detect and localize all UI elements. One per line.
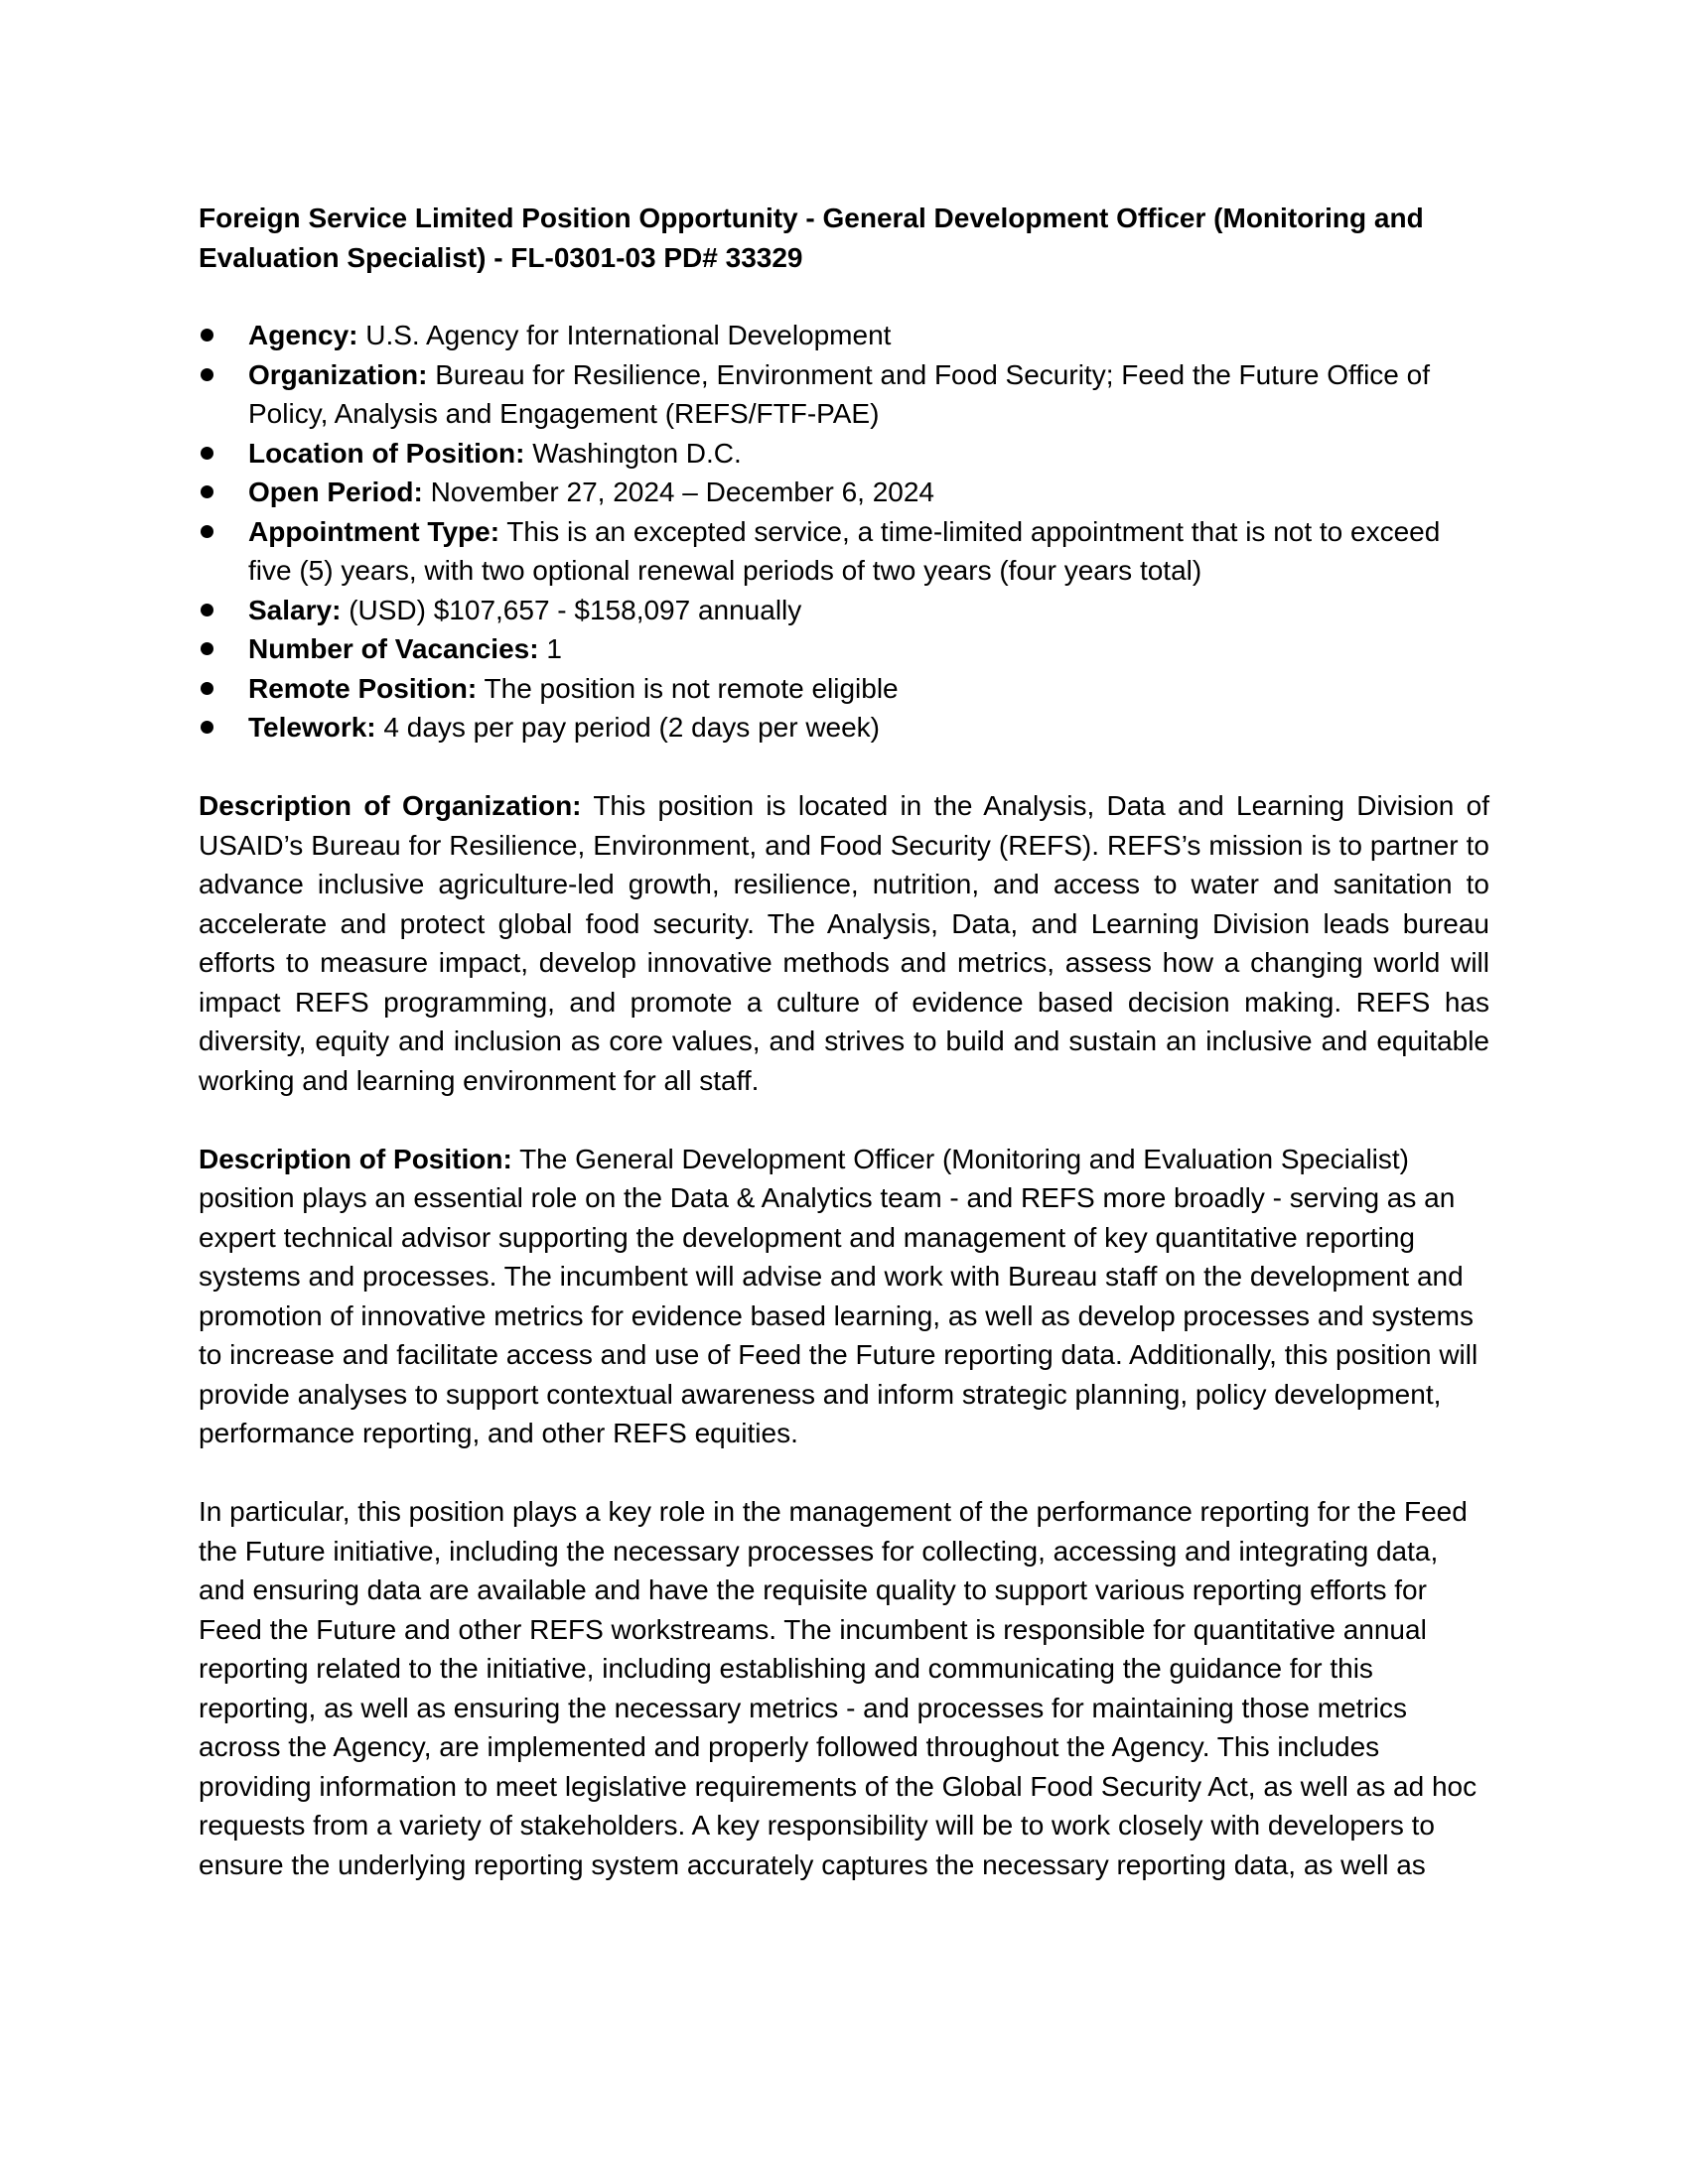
section-text: This position is located in the Analysis, Data and Learning Division of USAID’s Bureau for Resilience, Environment, and Food Security (REFS). REFS’s mission is to partner to advance inclusive agriculture-led growth, resilience, nutrition, and access to water and sanitation to accelerate and protect global food security. The Analysis, Data, and Learning Division leads bureau efforts to measure impact, develop innovative methods and metrics, assess how a changing world will impact REFS programming, and promote a culture of evidence based decision making. REFS has diversity, equity and inclusion as core values, and strives to build and sustain an inclusive and equitable working and learning environment for all staff. [199, 790, 1489, 1096]
detail-label: Telework: [248, 712, 376, 743]
detail-item-salary [199, 591, 1489, 630]
detail-label: Remote Position: [248, 672, 478, 704]
detail-item-telework [199, 708, 1489, 748]
detail-item-location [199, 434, 1489, 474]
section-heading: Description of Organization: [199, 790, 582, 821]
detail-label: Number of Vacancies: [248, 633, 539, 664]
detail-value: The position is not remote eligible [484, 672, 899, 704]
detail-value: (USD) $107,657 - $158,097 annually [349, 594, 802, 625]
particular-paragraph: In particular, this position plays a key role in the management of the performance reporting for the Feed the Future initiative, including the necessary processes for collecting, accessing and integrating data, and ensuring data are available and have the requisite quality to support various reporting efforts for Feed the Future and other REFS workstreams. The incumbent is responsible for quantitative annual reporting related to the initiative, including establishing and communicating the guidance for this reporting, as well as ensuring the necessary metrics - and processes for maintaining those metrics across the Agency, are implemented and properly followed throughout the Agency. This includes providing information to meet legislative requirements of the Global Food Security Act, as well as ad hoc requests from a variety of stakeholders. A key responsibility will be to work closely with developers to ensure the underlying reporting system accurately captures the necessary reporting data, as well as [199, 1496, 1477, 1880]
detail-label: Location of Position: [248, 437, 525, 469]
detail-item-open-period [199, 473, 1489, 512]
detail-value: 4 days per pay period (2 days per week) [383, 712, 881, 743]
section-text: The General Development Officer (Monitoring and Evaluation Specialist) position plays an essential role on the Data & Analytics team - and REFS more broadly - serving as an expert technical advisor supporting the development and management of key quantitative reporting systems and processes. The incumbent will advise and work with Bureau staff on the development and promotion of innovative metrics for evidence based learning, as well as develop processes and systems to increase and facilitate access and use of Feed the Future reporting data. Additionally, this position will provide analyses to support contextual awareness and inform strategic planning, policy development, performance reporting, and other REFS equities. [199, 1143, 1478, 1448]
detail-value: Washington D.C. [532, 437, 742, 469]
detail-value: Bureau for Resilience, Environment and Food Security; Feed the Future Office of Policy, Analysis and Engagement (REFS/FTF-PAE) [248, 358, 1431, 429]
detail-label: Open Period: [248, 477, 423, 507]
detail-item-appointment-type [199, 512, 1489, 591]
detail-item-remote-position [199, 669, 1489, 709]
detail-value: This is an excepted service, a time-limited appointment that is not to exceed five (5) years, with two optional renewal periods of two years (four years total) [248, 515, 1441, 586]
detail-label: Appointment Type: [248, 515, 500, 547]
position-details-list [199, 316, 1489, 748]
detail-label: Organization: [248, 358, 428, 390]
detail-value: November 27, 2024 – December 6, 2024 [430, 477, 934, 507]
detail-item-organization [199, 355, 1489, 434]
section-heading: Description of Position: [199, 1143, 512, 1174]
document-title: Foreign Service Limited Position Opportunity - General Development Officer (Monitoring and Evaluation Specialist) - FL-0301-03 PD# 33329 [199, 203, 1424, 273]
detail-label: Salary: [248, 594, 342, 625]
detail-item-agency [199, 316, 1489, 355]
detail-item-vacancies [199, 629, 1489, 669]
position-description [199, 1140, 1489, 1453]
detail-value: 1 [546, 633, 562, 664]
detail-value: U.S. Agency for International Development [365, 320, 892, 350]
organization-description [199, 786, 1489, 1100]
document-page [199, 199, 1489, 1884]
detail-label: Agency: [248, 320, 358, 350]
